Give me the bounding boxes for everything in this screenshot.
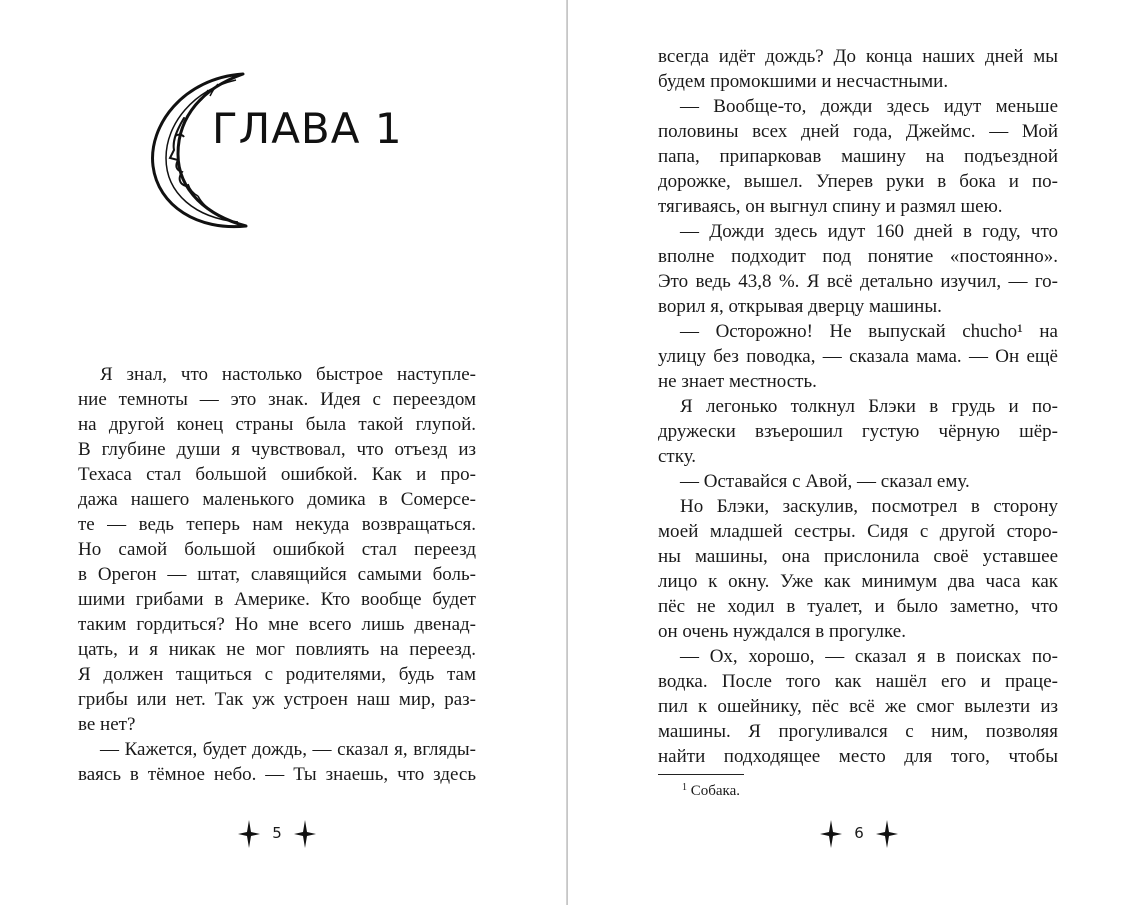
text-line: улицу без поводка, — сказала мама. — Он ещё — [658, 346, 1058, 367]
footnote-text: Собака. — [690, 783, 741, 799]
text-line: Я легонько толкнул Блэки в грудь и по- — [680, 396, 1058, 417]
text-line: — Оставайся с Авой, — сказал ему. — [680, 471, 970, 492]
text-line: ваясь в тёмное небо. — Ты знаешь, что здесь — [78, 764, 476, 785]
text-line: ве нет? — [78, 714, 136, 735]
text-line: будем промокшими и несчастными. — [658, 71, 949, 92]
text-line: машины. Я прогуливался с ним, позволяя — [658, 721, 1058, 742]
text-line: не знает местность. — [658, 371, 817, 392]
page-number: 5 — [272, 824, 282, 842]
text-line: Техаса стал большой ошибкой. Как и про- — [78, 464, 476, 485]
footnote — [682, 778, 740, 801]
right-body-text — [658, 44, 1058, 769]
text-line: на другой конец страны была такой глупой. — [78, 414, 476, 435]
text-line: ние темноты — это знак. Идея с переездом — [78, 389, 476, 410]
page-number: 6 — [854, 824, 864, 842]
text-line: — Осторожно! Не выпускай chucho¹ на — [680, 321, 1058, 342]
text-line: таким гордиться? Но мне всего лишь двенад- — [78, 614, 476, 635]
footnote-divider — [658, 774, 744, 775]
text-line: дажа нашего маленького домика в Сомерсе- — [78, 489, 476, 510]
text-line: — Кажется, будет дождь, — сказал я, вгляды- — [100, 739, 476, 760]
text-line: стку. — [658, 446, 697, 467]
text-line: половины всех дней года, Джеймс. — Мой — [658, 121, 1058, 142]
page-number-left — [238, 820, 318, 848]
text-line: пёс не ходил в туалет, и было заметно, что — [658, 596, 1058, 617]
text-line: — Вообще-то, дожди здесь идут меньше — [680, 96, 1058, 117]
left-page — [0, 0, 566, 905]
text-line: водка. После того как нашёл его и праце- — [658, 671, 1058, 692]
footnote-marker: 1 — [682, 782, 687, 793]
star-ornament-icon — [294, 820, 316, 848]
text-line: Я должен тащиться с родителями, будь там — [78, 664, 476, 685]
text-line: Но Блэки, заскулив, посмотрел в сторону — [680, 496, 1058, 517]
text-line: цать, и я никак не мог повлиять на переезд. — [78, 639, 476, 660]
text-line: папа, припарковав машину на подъездной — [658, 146, 1058, 167]
text-line: Я знал, что настолько быстрое наступле- — [100, 364, 476, 385]
text-line: дружески взъерошил густую чёрную шёр- — [658, 421, 1058, 442]
page-number-right — [820, 820, 900, 848]
chapter-title: ГЛАВА 1 — [212, 104, 403, 153]
text-line: всегда идёт дождь? До конца наших дней мы — [658, 46, 1058, 67]
text-line: ны машины, она прислонила своё уставшее — [658, 546, 1058, 567]
text-line: Но самой большой ошибкой стал переезд — [78, 539, 476, 560]
text-line: лицо к окну. Уже как минимум два часа как — [658, 571, 1058, 592]
text-line: В глубине души я чувствовал, что отъезд из — [78, 439, 476, 460]
star-ornament-icon — [876, 820, 898, 848]
text-line: в Орегон — штат, славящийся самыми боль- — [78, 564, 476, 585]
text-line: пил к ошейнику, пёс всё же смог вылезти из — [658, 696, 1058, 717]
left-body-text — [78, 362, 476, 787]
text-line: он очень нуждался в прогулке. — [658, 621, 906, 642]
text-line: шими грибами в Америке. Кто вообще будет — [78, 589, 476, 610]
text-line: — Ох, хорошо, — сказал я в поисках по- — [680, 646, 1058, 667]
text-line: моей младшей сестры. Сидя с другой сторо- — [658, 521, 1058, 542]
text-line: Это ведь 43,8 %. Я всё детально изучил, — го- — [658, 271, 1058, 292]
text-line: вполне подходит под понятие «постоянно». — [658, 246, 1058, 267]
chapter-heading — [148, 66, 448, 236]
star-ornament-icon — [820, 820, 842, 848]
star-ornament-icon — [238, 820, 260, 848]
right-page — [568, 0, 1136, 905]
text-line: тягиваясь, он выгнул спину и размял шею. — [658, 196, 1003, 217]
text-line: найти подходящее место для того, чтобы — [658, 746, 1058, 767]
text-line: — Дожди здесь идут 160 дней в году, что — [680, 221, 1058, 242]
text-line: те — ведь теперь нам некуда возвращаться. — [78, 514, 476, 535]
text-line: дорожке, вышел. Уперев руки в бока и по- — [658, 171, 1058, 192]
text-line: грибы или нет. Так уж устроен наш мир, раз- — [78, 689, 476, 710]
text-line: ворил я, открывая дверцу машины. — [658, 296, 942, 317]
